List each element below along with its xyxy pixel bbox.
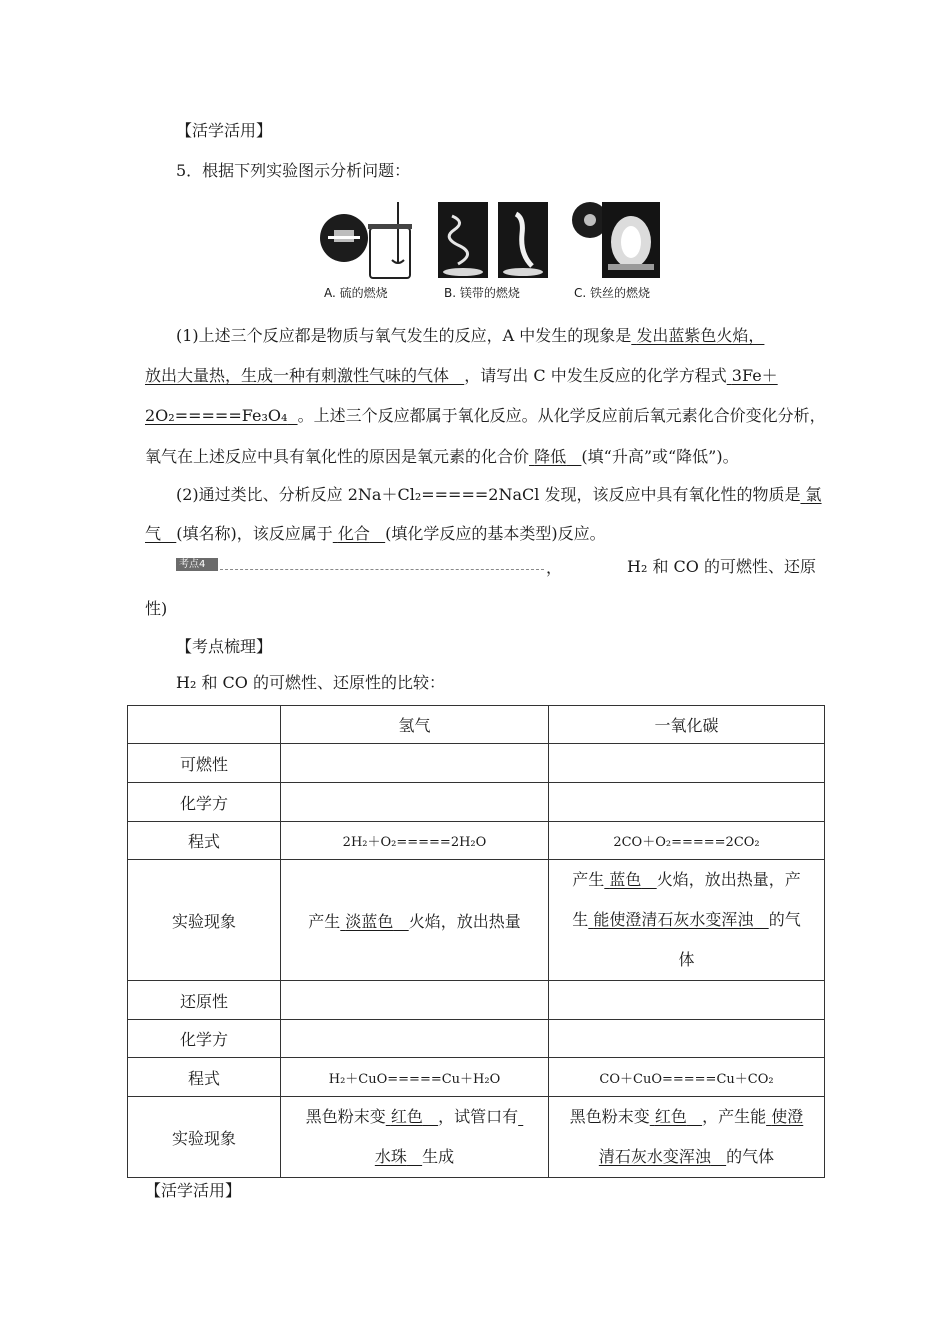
para2-line2 xyxy=(145,524,606,544)
question-5: 5．根据下列实验图示分析问题： xyxy=(176,161,411,180)
table-cell xyxy=(281,783,549,822)
kaodian-marker xyxy=(176,558,550,572)
row-label: 化学方 xyxy=(128,1020,281,1058)
row-label: 可燃性 xyxy=(128,744,281,783)
section-header-3: 【活学活用】 xyxy=(145,1181,242,1200)
row-label: 化学方 xyxy=(128,783,281,822)
para1-line1 xyxy=(176,326,764,346)
magnesium-burning-figure xyxy=(438,198,550,282)
caption-b: B. 镁带的燃烧 xyxy=(444,286,520,300)
table-row xyxy=(128,744,825,783)
answer-blank: 放出大量热，生成一种有刺激性气味的气体 xyxy=(145,366,450,385)
answer-blank: 3Fe＋ xyxy=(731,366,778,385)
sulfur-burning-figure xyxy=(318,198,418,282)
answer-blank: 气 xyxy=(145,524,162,543)
answer-blank: 氯 xyxy=(805,485,822,504)
answer-blank: 发出蓝紫色火焰， xyxy=(636,326,765,345)
para1-line2 xyxy=(145,366,778,386)
table-row xyxy=(128,1020,825,1058)
row-label: 实验现象 xyxy=(128,860,281,981)
para2-text-a: (2)通过类比、分析反应 2Na＋Cl₂=====2NaCl 发现，该反应中具有氧化性的物质是 xyxy=(176,485,801,504)
equation-co: 2CO＋O₂=====2CO₂ xyxy=(549,822,825,860)
answer-blank: 降低 xyxy=(534,447,567,466)
table-row xyxy=(128,860,825,981)
kaodian-title-cont: 性) xyxy=(145,599,168,618)
para1-text-a: (1)上述三个反应都是物质与氧气发生的反应，A 中发生的现象是 xyxy=(176,326,632,345)
section-header: 【活学活用】 xyxy=(176,121,273,140)
para2-text-b: (填名称)，该反应属于 xyxy=(176,524,333,543)
phenomenon-h2: 产生 淡蓝色 火焰，放出热量 xyxy=(281,860,549,981)
row-label: 实验现象 xyxy=(128,1097,281,1178)
section-header-2: 【考点梳理】 xyxy=(176,637,273,656)
para1-text-e: (填“升高”或“降低”)。 xyxy=(581,447,739,466)
table-intro: H₂ 和 CO 的可燃性、还原性的比较： xyxy=(176,673,445,692)
reduction-equation-co: CO＋CuO=====Cu＋CO₂ xyxy=(549,1058,825,1097)
phenomenon-co: 产生 蓝色 火焰，放出热量，产 生 能使澄清石灰水变浑浊 的气 体 xyxy=(549,860,825,981)
para1-text-d: 氧气在上述反应中具有氧化性的原因是氧元素的化合价 xyxy=(145,447,530,466)
reduction-equation-h2: H₂＋CuO=====Cu＋H₂O xyxy=(281,1058,549,1097)
table-row xyxy=(128,1097,825,1178)
kaodian-comma: ， xyxy=(546,558,563,577)
table-row xyxy=(128,706,825,744)
iron-burning-figure xyxy=(570,198,662,282)
header-h2: 氢气 xyxy=(281,706,549,744)
kaodian-badge: 考点4 xyxy=(176,558,218,571)
para1-text-b: ，请写出 C 中发生反应的化学方程式 xyxy=(464,366,727,385)
table-row xyxy=(128,822,825,860)
row-label: 还原性 xyxy=(128,981,281,1020)
table-row xyxy=(128,1058,825,1097)
table-row xyxy=(128,783,825,822)
para1-line3 xyxy=(145,406,826,426)
caption-a: A. 硫的燃烧 xyxy=(324,286,388,300)
para1-line4 xyxy=(145,447,739,467)
row-label: 程式 xyxy=(128,822,281,860)
table-cell xyxy=(281,981,549,1020)
para2-line1 xyxy=(176,485,822,505)
dashed-line xyxy=(220,569,544,570)
answer-blank: 化合 xyxy=(337,524,370,543)
row-label: 程式 xyxy=(128,1058,281,1097)
table-cell xyxy=(281,1020,549,1058)
comparison-table xyxy=(127,705,825,1178)
table-cell xyxy=(549,783,825,822)
equation-h2: 2H₂＋O₂=====2H₂O xyxy=(281,822,549,860)
caption-c: C. 铁丝的燃烧 xyxy=(574,286,651,300)
reduction-phenomenon-h2: 黑色粉末变 红色 ，试管口有 水珠 生成 xyxy=(281,1097,549,1178)
table-row xyxy=(128,981,825,1020)
kaodian-title: H₂ 和 CO 的可燃性、还原 xyxy=(627,557,816,576)
table-cell xyxy=(549,744,825,783)
para1-text-c: 。上述三个反应都属于氧化反应。从化学反应前后氧元素化合价变化分析， xyxy=(297,406,826,425)
table-cell xyxy=(281,744,549,783)
para2-text-c: (填化学反应的基本类型)反应。 xyxy=(385,524,606,543)
reduction-phenomenon-co: 黑色粉末变 红色 ，产生能 使澄 清石灰水变浑浊 的气体 xyxy=(549,1097,825,1178)
table-cell xyxy=(549,1020,825,1058)
header-co: 一氧化碳 xyxy=(549,706,825,744)
experiment-figures xyxy=(318,198,663,302)
table-cell xyxy=(128,706,281,744)
table-cell xyxy=(549,981,825,1020)
answer-blank: 2O₂=====Fe₃O₄ xyxy=(145,406,288,425)
